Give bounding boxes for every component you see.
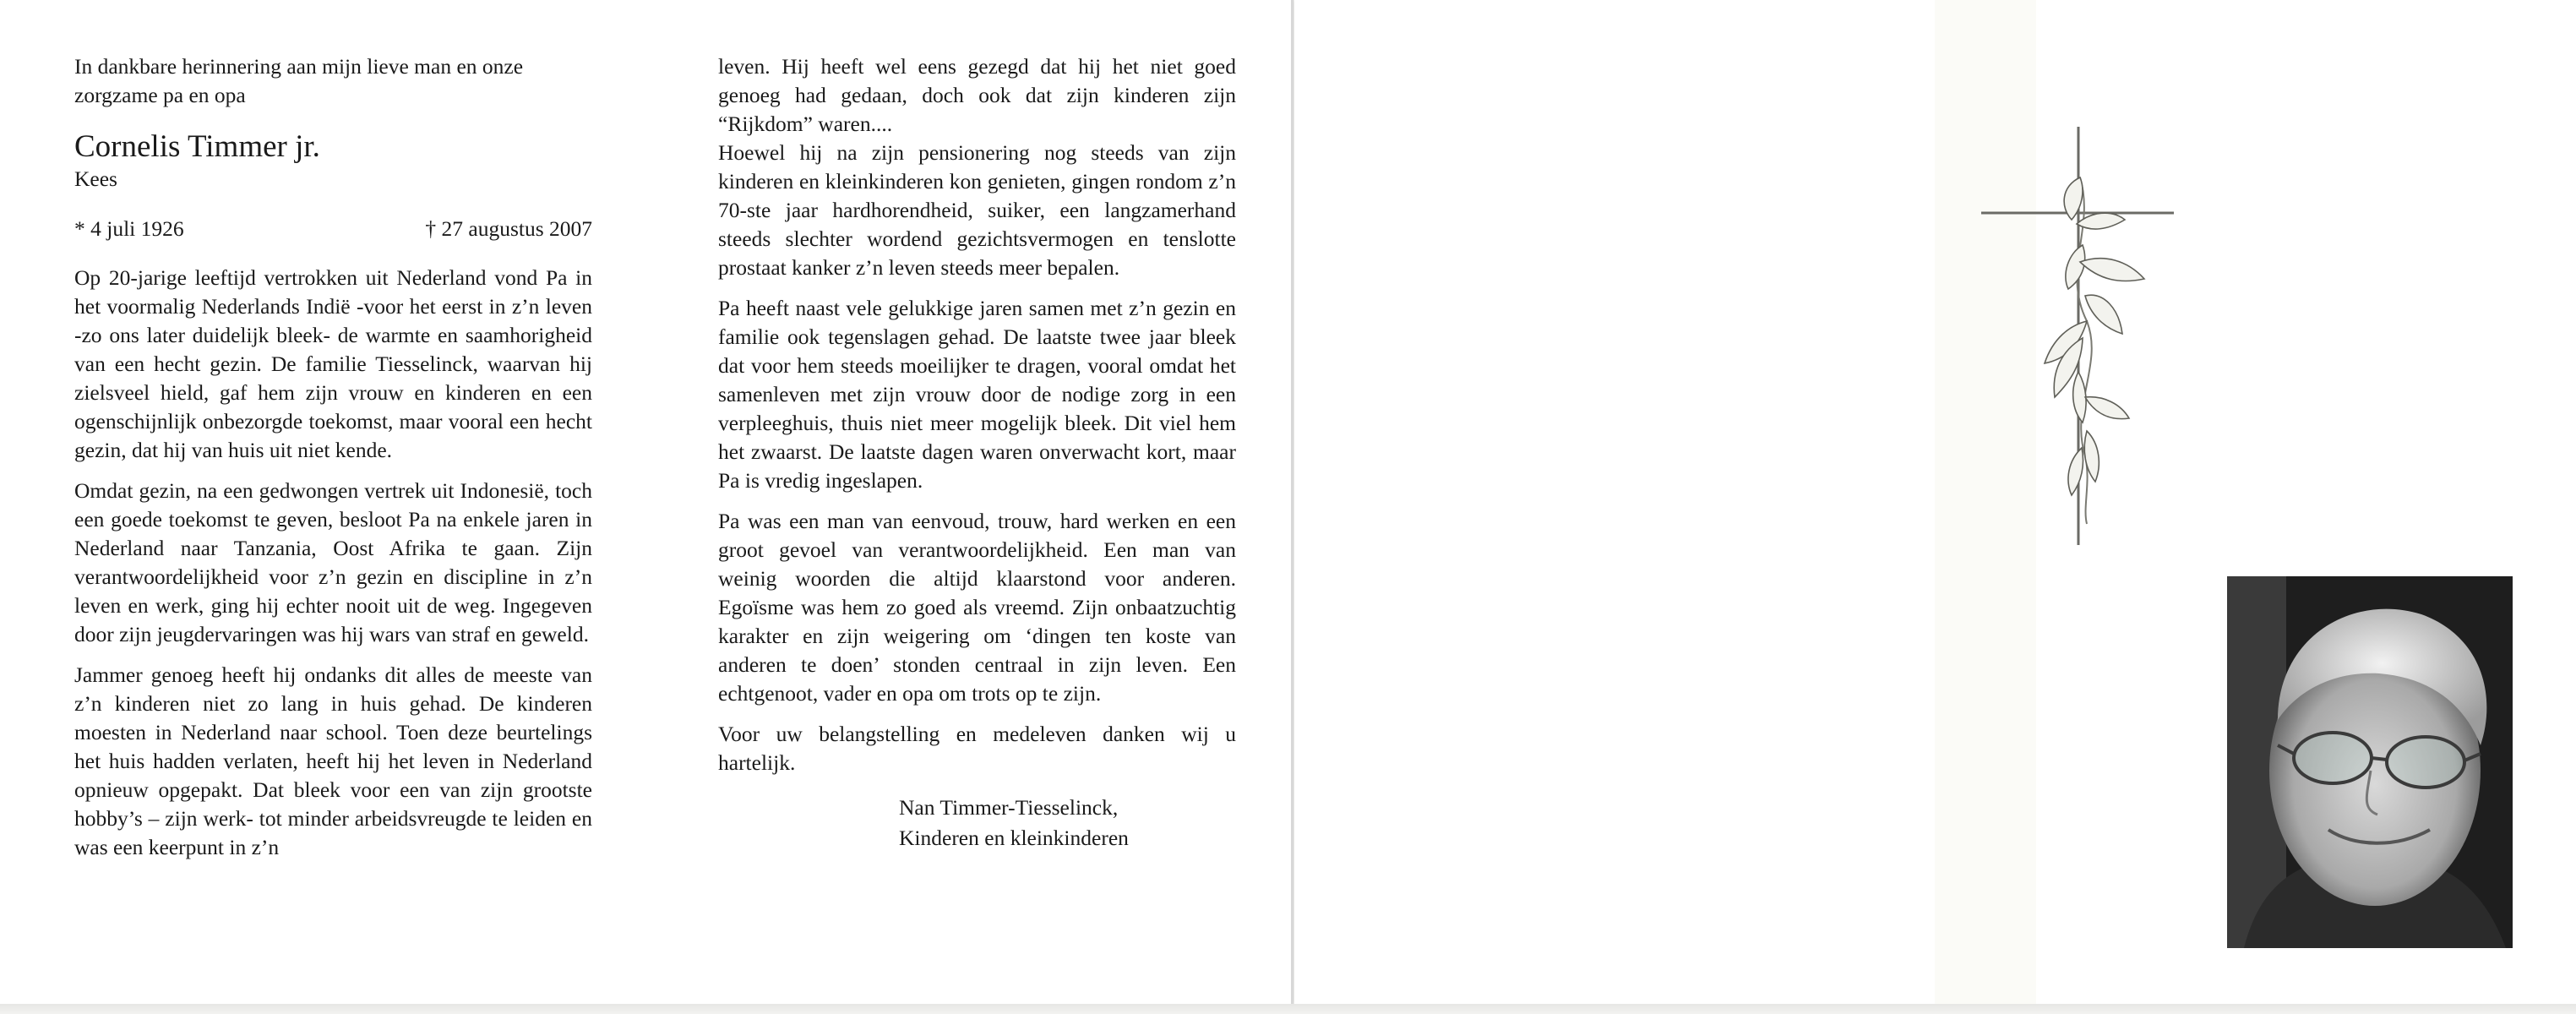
paragraph: Jammer genoeg heeft hij ondanks dit alles de meeste van z’n kinderen niet zo lang in huis gehad. De kinderen moesten in Nederland naar school. Toen deze beurtelings het huis hadden verlaten, heeft hij het leven in Nederland opnieuw opgepakt. Dat bleek voor een van zijn grootste hobby’s – zijn werk- tot minder arbeidsvreugde te leiden en was een keerpunt in z’n <box>74 662 592 859</box>
death-date: † 27 augustus 2007 <box>425 216 592 241</box>
signature-line: Nan Timmer-Tiesselinck, <box>899 795 1119 820</box>
page-edge <box>0 1004 2576 1014</box>
paragraph: Pa heeft naast vele gelukkige jaren samen met z’n gezin en familie ook tegenslagen gehad. De laatste twee jaar bleek dat voor hem steeds moeilijker te dragen, vooral omdat het samenleven met zijn vrouw door de nodige zorg in een verpleeghuis, thuis niet meer mogelijk bleek. Dit viel hem het zwaarst. De laatste dagen waren onverwacht kort, maar Pa is vredig ingeslapen. <box>718 296 1236 493</box>
life-dates <box>74 215 592 243</box>
portrait-photo <box>2227 576 2513 948</box>
text-column-left <box>74 52 592 862</box>
paragraph: Hoewel hij na zijn pensionering nog steeds van zijn kinderen en kleinkinderen kon genieten, gingen rondom z’n 70-ste jaar hardhorendheid, suiker, een langzamerhand steeds slechter wordend gezichtsvermogen en tenslotte prostaat kanker z’n leven steeds meer bepalen. <box>718 140 1236 280</box>
signature-line: Kinderen en kleinkinderen <box>899 826 1129 850</box>
paragraph: Omdat gezin, na een gedwongen vertrek uit Indonesië, toch een goede toekomst te geven, besloot Pa na enkele jaren in Nederland naar Tanzania, Oost Afrika te gaan. Zijn verantwoordelijkheid voor z’n gezin en discipline in z’n leven en werk, ging hij echter nooit uit de weg. Ingegeven door zijn jeugdervaringen was hij wars van straf en geweld. <box>74 478 592 646</box>
intro-text: In dankbare herinnering aan mijn lieve man en onze zorgzame pa en opa <box>74 54 524 107</box>
inner-left-panel <box>0 0 1293 1004</box>
paragraph: Voor uw belangstelling en medeleven danken wij u hartelijk. <box>718 722 1236 775</box>
paragraph: leven. Hij heeft wel eens gezegd dat hij het niet goed genoeg had gedaan, doch ook dat zijn kinderen zijn “Rijkdom” waren.... <box>718 54 1236 136</box>
deceased-name: Cornelis Timmer jr. <box>74 129 320 164</box>
deceased-nickname: Kees <box>74 166 117 191</box>
paragraph: Pa was een man van eenvoud, trouw, hard werken en een groot gevoel van verantwoordelijkheid. Een man van weinig woorden die altijd klaarstond voor anderen. Egoïsme was hem zo goed als vreemd. Zijn onbaatzuchtig karakter en zijn weigering om ‘dingen ten koste van anderen te doen’ stonden centraal in zijn leven. Een echtgenoot, vader en opa om trots op te zijn. <box>718 509 1236 706</box>
text-column-right <box>718 52 1236 853</box>
paragraph: Op 20-jarige leeftijd vertrokken uit Nederland vond Pa in het voormalig Nederlands Indië -voor het eerst in z’n leven -zo ons later duidelijk bleek- de warmte en saamhorigheid van een hecht gezin. De familie Tiesselinck, waarvan hij zielsveel hield, gaf hem zijn vrouw en kinderen en een ogenschijnlijk onbezorgde toekomst, maar vooral een hecht gezin, dat hij van huis uit niet kende. <box>74 265 592 462</box>
signature-block <box>718 793 1236 853</box>
birth-date: * 4 juli 1926 <box>74 216 184 241</box>
cross-with-vine-icon <box>1977 127 2180 549</box>
